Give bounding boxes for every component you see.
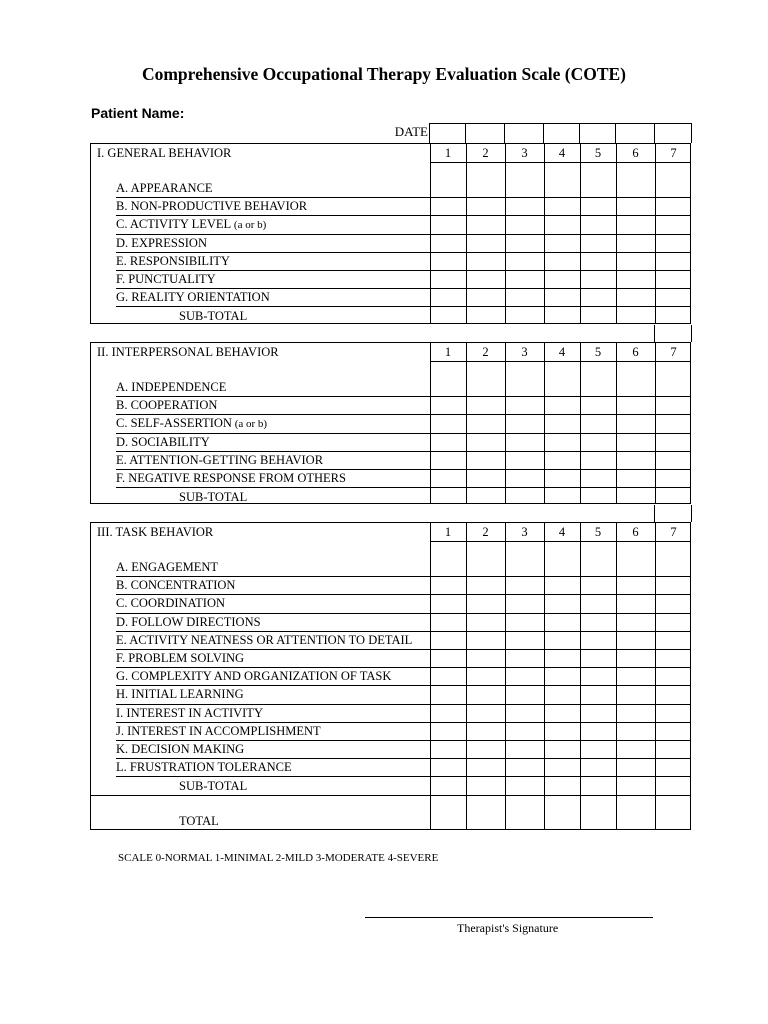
item-text: E. RESPONSIBILITY <box>116 253 230 268</box>
item-text: C. SELF-ASSERTION <box>116 416 232 431</box>
column-number-7: 7 <box>670 345 677 359</box>
item-label <box>116 706 263 720</box>
row-divider <box>116 576 690 577</box>
subtotal-label: SUB-TOTAL <box>179 779 248 794</box>
item-text: L. FRUSTRATION TOLERANCE <box>116 760 292 775</box>
item-label <box>116 560 218 574</box>
column-divider <box>466 523 467 829</box>
item-label <box>116 687 244 701</box>
item-label <box>116 742 244 756</box>
column-divider <box>616 523 617 829</box>
date-cell-3[interactable] <box>505 124 544 143</box>
subtotal-label: SUB-TOTAL <box>179 309 248 324</box>
section-3 <box>90 522 691 830</box>
column-divider <box>505 523 506 829</box>
row-divider <box>116 667 690 668</box>
item-text: B. COOPERATION <box>116 398 218 413</box>
column-divider <box>466 343 467 503</box>
item-label <box>116 254 230 268</box>
column-number-6: 6 <box>632 345 639 359</box>
header-divider <box>431 162 690 163</box>
item-label <box>116 453 323 467</box>
form-title: Comprehensive Occupational Therapy Evaluation Scale (COTE) <box>141 64 627 84</box>
column-number-4: 4 <box>558 345 566 359</box>
date-cell-1[interactable] <box>430 124 466 143</box>
item-text: C. COORDINATION <box>116 596 226 611</box>
item-label <box>116 217 266 232</box>
column-number-5: 5 <box>594 525 602 539</box>
column-divider <box>430 523 431 829</box>
item-text: A. APPEARANCE <box>116 181 213 195</box>
item-text: B. NON-PRODUCTIVE BEHAVIOR <box>116 199 308 214</box>
row-divider <box>116 776 690 777</box>
item-text: G. REALITY ORIENTATION <box>116 290 270 305</box>
row-divider <box>116 649 690 650</box>
section-heading: II. INTERPERSONAL BEHAVIOR <box>97 345 279 359</box>
item-text: A. ENGAGEMENT <box>116 560 219 574</box>
section-2 <box>90 342 691 504</box>
column-number-3: 3 <box>521 146 528 160</box>
item-text: K. DECISION MAKING <box>116 742 245 756</box>
row-divider <box>116 414 690 415</box>
column-number-4: 4 <box>558 525 566 539</box>
item-label <box>116 398 217 412</box>
date-cell-7[interactable] <box>655 124 692 143</box>
item-label <box>116 416 267 431</box>
patient-name-label: Patient Name: <box>91 105 185 121</box>
date-cell-5[interactable] <box>580 124 616 143</box>
row-divider <box>116 469 690 470</box>
column-number-2: 2 <box>482 525 489 539</box>
column-divider <box>580 523 581 829</box>
row-divider <box>116 433 690 434</box>
gap-connector <box>654 505 692 522</box>
item-label <box>116 633 412 647</box>
item-text: D. SOCIABILITY <box>116 434 210 449</box>
date-label: DATE <box>394 124 428 139</box>
row-divider <box>116 197 690 198</box>
row-divider <box>116 396 690 397</box>
column-divider <box>544 523 545 829</box>
row-divider <box>116 215 690 216</box>
total-divider <box>91 795 690 796</box>
item-text: E. ATTENTION-GETTING BEHAVIOR <box>116 452 324 467</box>
column-divider <box>505 343 506 503</box>
column-number-5: 5 <box>594 345 602 359</box>
item-label <box>116 199 307 213</box>
item-text: D. EXPRESSION <box>116 235 207 250</box>
item-label <box>116 724 321 738</box>
item-text: E. ACTIVITY NEATNESS OR ATTENTION TO DETAIL <box>116 632 413 647</box>
signature-label: Therapist's Signature <box>457 921 559 935</box>
item-text: F. PROBLEM SOLVING <box>116 651 245 665</box>
date-cell-2[interactable] <box>466 124 505 143</box>
section-heading: I. GENERAL BEHAVIOR <box>97 146 232 160</box>
column-number-7: 7 <box>670 525 677 539</box>
column-number-3: 3 <box>521 525 528 539</box>
header-divider <box>431 541 690 542</box>
signature-line[interactable] <box>365 917 653 918</box>
column-divider <box>655 343 656 503</box>
item-label <box>116 290 270 304</box>
row-divider <box>116 234 690 235</box>
row-divider <box>116 594 690 595</box>
column-number-6: 6 <box>632 525 639 539</box>
row-divider <box>116 631 690 632</box>
item-note: (a or b) <box>231 418 268 431</box>
item-text: B. CONCENTRATION <box>116 578 236 593</box>
item-label <box>116 651 244 665</box>
column-number-3: 3 <box>521 345 528 359</box>
column-divider <box>580 343 581 503</box>
header-divider <box>431 361 690 362</box>
item-label <box>116 471 346 485</box>
row-divider <box>116 487 690 488</box>
row-divider <box>116 288 690 289</box>
item-label <box>116 380 226 394</box>
column-number-7: 7 <box>670 146 677 160</box>
date-cell-6[interactable] <box>616 124 655 143</box>
item-text: F. NEGATIVE RESPONSE FROM OTHERS <box>116 471 346 485</box>
item-label <box>116 236 207 250</box>
date-cell-4[interactable] <box>544 124 580 143</box>
item-text: I. INTEREST IN ACTIVITY <box>116 705 263 720</box>
section-heading: III. TASK BEHAVIOR <box>97 525 214 539</box>
row-divider <box>116 270 690 271</box>
item-text: A. INDEPENDENCE <box>116 380 227 394</box>
row-divider <box>116 451 690 452</box>
scale-legend: SCALE 0-NORMAL 1-MINIMAL 2-MILD 3-MODERATE 4-SEVERE <box>118 852 439 864</box>
item-label <box>116 760 292 774</box>
column-number-1: 1 <box>444 345 452 359</box>
column-number-1: 1 <box>444 146 452 160</box>
item-text: D. FOLLOW DIRECTIONS <box>116 614 261 629</box>
row-divider <box>116 613 690 614</box>
item-note: (a or b) <box>231 219 267 232</box>
row-divider <box>116 722 690 723</box>
gap-connector <box>654 325 692 342</box>
item-text: G. COMPLEXITY AND ORGANIZATION OF TASK <box>116 669 392 684</box>
row-divider <box>116 252 690 253</box>
item-label <box>116 669 391 683</box>
subtotal-label: SUB-TOTAL <box>179 490 248 505</box>
item-text: C. ACTIVITY LEVEL <box>116 217 232 232</box>
column-number-2: 2 <box>482 345 489 359</box>
row-divider <box>116 685 690 686</box>
column-divider <box>655 523 656 829</box>
row-divider <box>116 306 690 307</box>
item-label <box>116 435 210 449</box>
section-1 <box>90 143 691 324</box>
item-text: F. PUNCTUALITY <box>116 272 216 286</box>
column-divider <box>544 343 545 503</box>
item-label <box>116 272 216 286</box>
item-label <box>116 615 261 629</box>
column-divider <box>616 343 617 503</box>
row-divider <box>116 740 690 741</box>
column-number-1: 1 <box>444 525 452 539</box>
row-divider <box>116 704 690 705</box>
column-number-2: 2 <box>482 146 489 160</box>
column-number-4: 4 <box>558 146 566 160</box>
item-text: J. INTEREST IN ACCOMPLISHMENT <box>116 723 321 738</box>
item-label <box>116 181 213 195</box>
total-label: TOTAL <box>179 813 219 828</box>
item-label <box>116 578 235 592</box>
column-number-5: 5 <box>594 146 602 160</box>
item-text: H. INITIAL LEARNING <box>116 687 244 702</box>
date-row[interactable] <box>429 123 692 143</box>
row-divider <box>116 758 690 759</box>
column-number-6: 6 <box>632 146 639 160</box>
column-divider <box>430 343 431 503</box>
item-label <box>116 596 225 610</box>
